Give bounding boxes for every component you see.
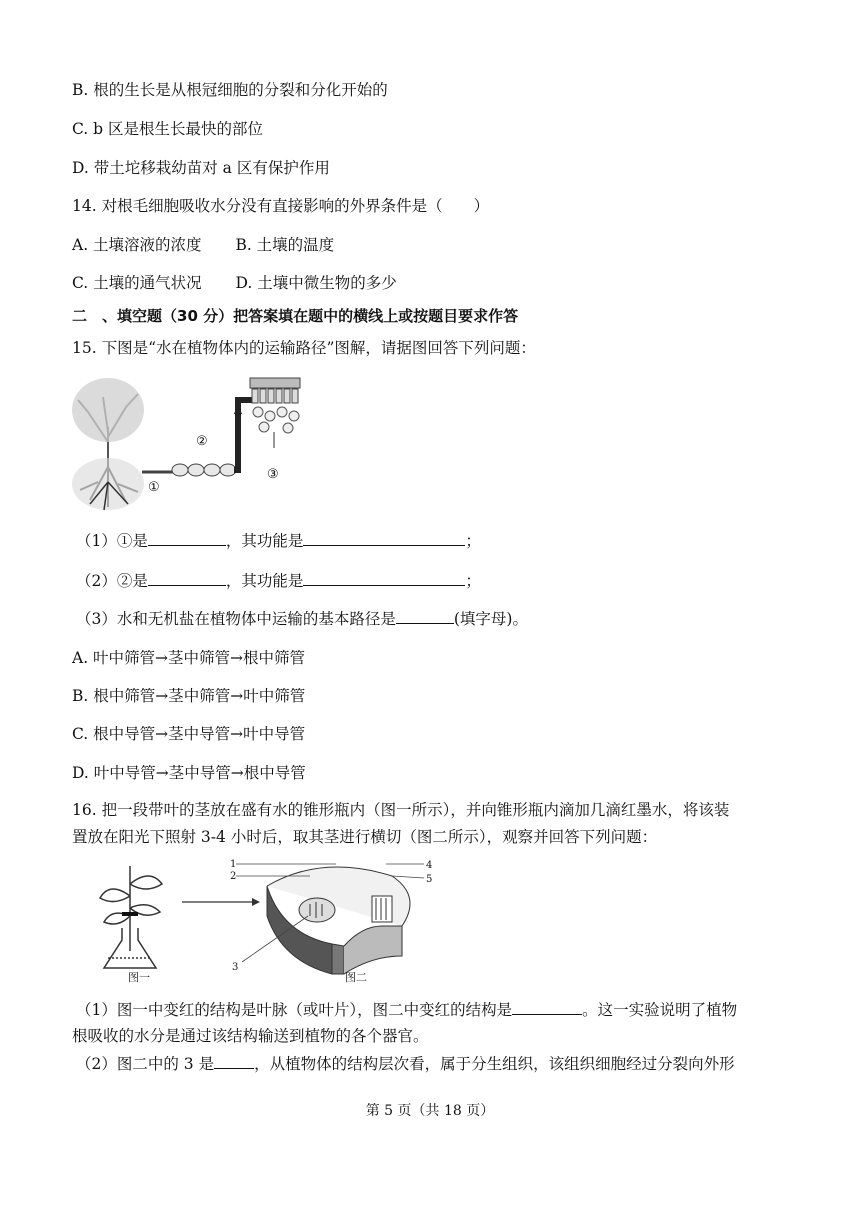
q15-part1-blank2[interactable] — [303, 531, 465, 546]
q15-part3-lead: （3）水和无机盐在植物体中运输的基本路径是 — [76, 610, 396, 628]
q15-part2-lead: （2）②是 — [76, 572, 148, 590]
q16-part2 — [76, 1054, 735, 1074]
q16-part1-blank[interactable] — [512, 1000, 582, 1015]
q16-part1-lead: （1）图一中变红的结构是叶脉（或叶片），图二中变红的结构是 — [76, 1001, 513, 1019]
fig16-number-2: 2 — [230, 871, 237, 882]
q14-option-c: C. 土壤的通气状况 — [72, 274, 202, 292]
q13-option-b: B. 根的生长是从根冠细胞的分裂和分化开始的 — [72, 81, 388, 99]
q14-stem: 14. 对根毛细胞吸收水分没有直接影响的外界条件是（ ） — [72, 197, 490, 215]
q15-part1 — [76, 531, 481, 551]
q16-stem-line1: 16. 把一段带叶的茎放在盛有水的锥形瓶内（图一所示），并向锥形瓶内滴加几滴红墨水，将该装 — [72, 801, 730, 819]
q16-part1-line1 — [76, 1000, 737, 1020]
section2-heading: 二 、填空题（30 分）把答案填在题中的横线上或按题目要求作答 — [72, 307, 519, 325]
q14-option-d: D. 土壤中微生物的多少 — [235, 274, 397, 292]
q15-option-d: D. 叶中导管→茎中导管→根中导管 — [72, 764, 306, 782]
figure1-caption: 图一 — [128, 971, 150, 984]
q16-part1-line2: 根吸收的水分是通过该结构输送到植物的各个器官。 — [72, 1027, 429, 1045]
q16-stem-line2: 置放在阳光下照射 3-4 小时后，取其茎进行横切（图二所示），观察并回答下列问题： — [72, 828, 658, 846]
stem-experiment-diagram — [82, 856, 442, 986]
q15-part2 — [76, 571, 481, 591]
q15-part3 — [76, 609, 528, 629]
q14-options-row2 — [72, 273, 397, 293]
fig15-label-3: ③ — [267, 467, 279, 482]
q15-part1-mid: ，其功能是 — [225, 532, 304, 550]
fig15-label-2: ② — [196, 434, 208, 449]
q14-option-a: A. 土壤溶液的浓度 — [72, 236, 202, 254]
q13-option-c: C. b 区是根生长最快的部位 — [72, 120, 264, 138]
q15-option-a: A. 叶中筛管→茎中筛管→根中筛管 — [72, 649, 306, 667]
q15-part2-blank1[interactable] — [148, 571, 226, 586]
q15-part3-blank[interactable] — [396, 609, 454, 624]
q16-part2-tail: ，从植物体的结构层次看，属于分生组织，该组织细胞经过分裂向外形 — [254, 1055, 735, 1073]
q14-option-b: B. 土壤的温度 — [235, 236, 335, 254]
q15-part1-end: ； — [465, 532, 481, 550]
fig16-number-5: 5 — [426, 874, 433, 885]
q16-part2-blank[interactable] — [214, 1054, 254, 1069]
fig16-number-3: 3 — [232, 962, 239, 973]
q13-option-d: D. 带土坨移栽幼苗对 a 区有保护作用 — [72, 159, 330, 177]
q16-part1-tail: 。这一实验说明了植物 — [582, 1001, 738, 1019]
q15-stem: 15. 下图是“水在植物体内的运输路径”图解，请据图回答下列问题： — [72, 339, 536, 357]
figure2-caption: 图二 — [345, 971, 367, 984]
water-transport-diagram — [68, 372, 368, 512]
q15-option-b: B. 根中筛管→茎中筛管→叶中筛管 — [72, 687, 306, 705]
q15-part1-lead: （1）①是 — [76, 532, 148, 550]
fig16-number-1: 1 — [230, 859, 237, 870]
q15-option-c: C. 根中导管→茎中导管→叶中导管 — [72, 725, 306, 743]
page-footer: 第 5 页（共 18 页） — [365, 1103, 495, 1119]
q15-part1-blank1[interactable] — [148, 531, 226, 546]
q15-part2-mid: ，其功能是 — [225, 572, 304, 590]
q16-part2-lead: （2）图二中的 3 是 — [76, 1055, 215, 1073]
fig16-number-4: 4 — [426, 860, 433, 871]
fig15-label-1: ① — [148, 480, 160, 495]
q15-part2-end: ； — [465, 572, 481, 590]
q14-options-row1 — [72, 235, 334, 255]
q15-part2-blank2[interactable] — [303, 571, 465, 586]
q15-part3-end: (填字母)。 — [453, 610, 528, 628]
